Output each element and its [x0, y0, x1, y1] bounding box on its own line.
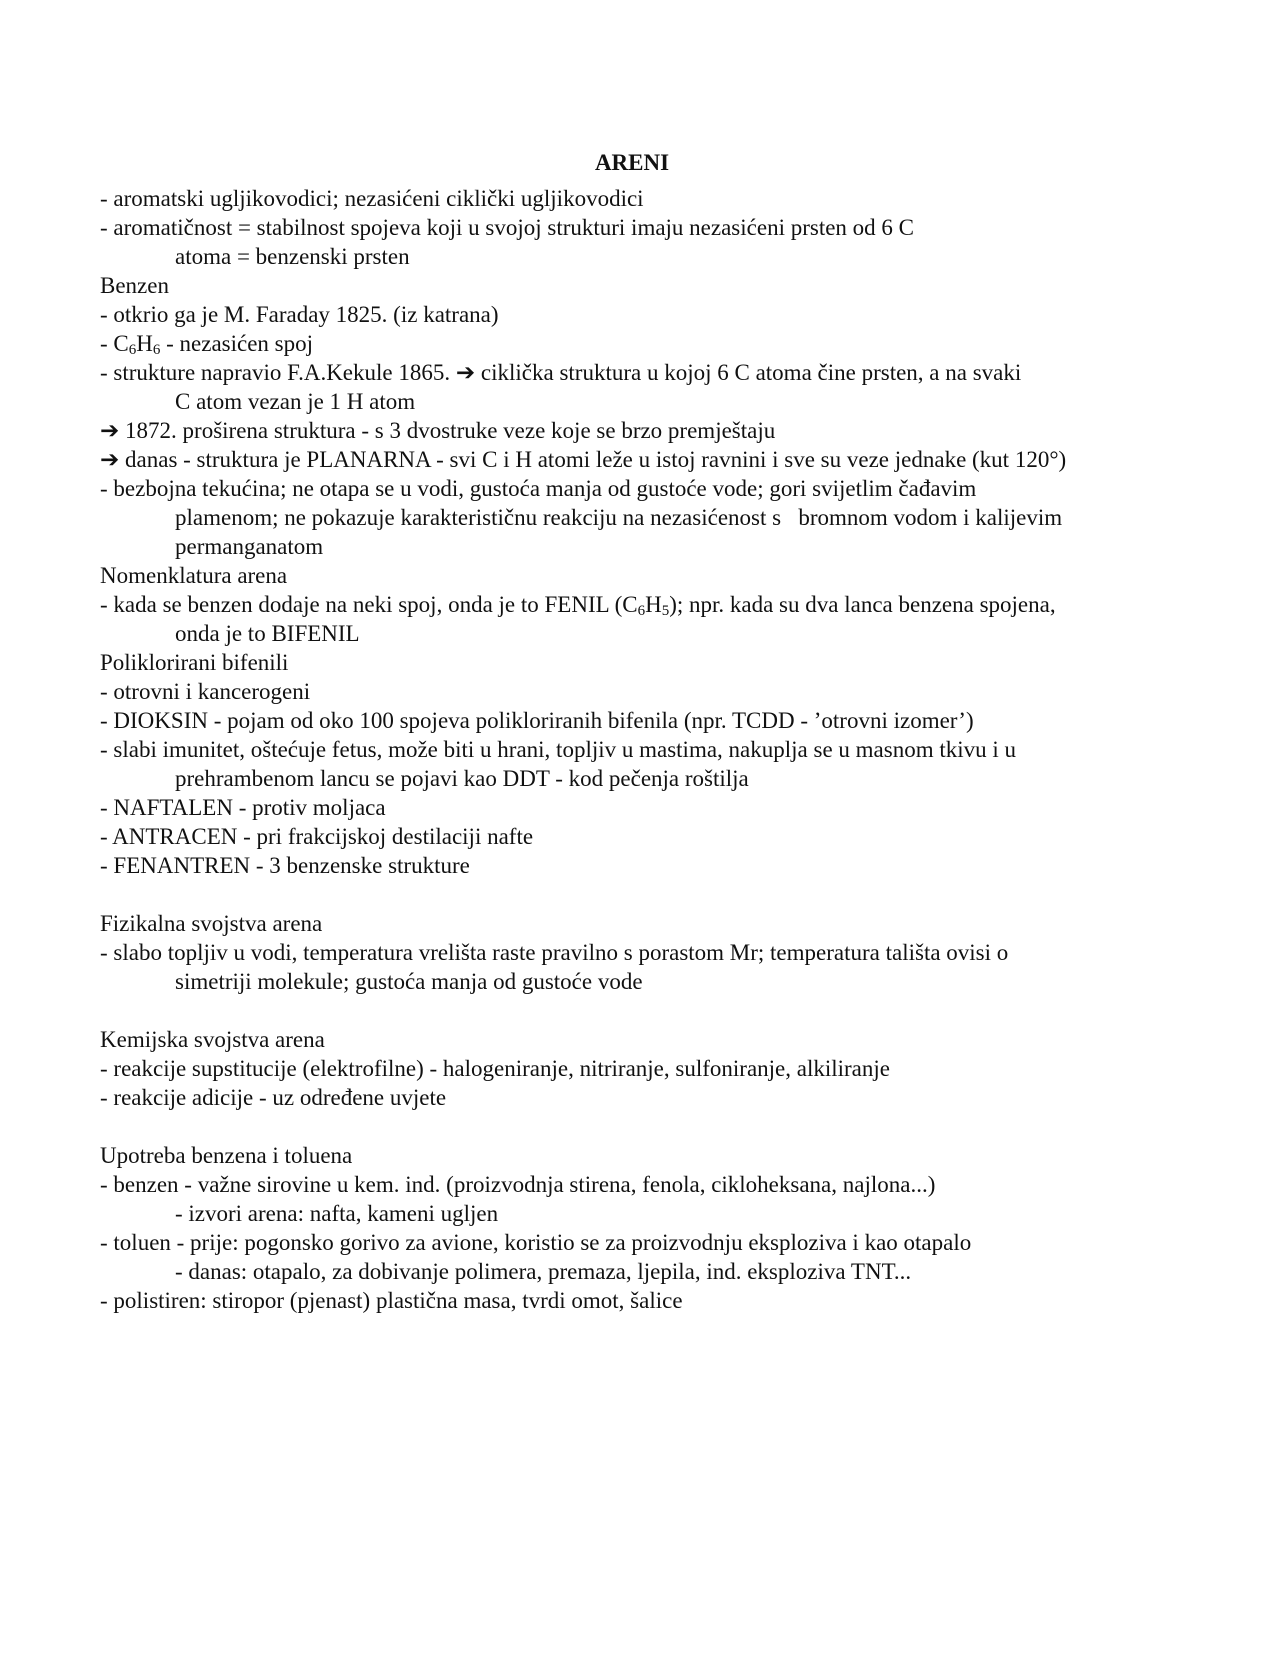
line-text: - aromatski ugljikovodici; nezasićeni ciklički ugljikovodici — [100, 186, 644, 211]
line-text: - strukture napravio F.A.Kekule 1865. — [100, 360, 456, 385]
text-line — [100, 300, 1260, 329]
arrow-right-icon: ➔ — [100, 447, 120, 472]
line-text: Fizikalna svojstva arena — [100, 911, 323, 936]
text-line — [100, 706, 1260, 735]
formula-subscript: 6 — [637, 603, 646, 619]
line-text: prehrambenom lancu se pojavi kao DDT - kod pečenja roštilja — [175, 766, 749, 791]
text-line — [100, 822, 1260, 851]
text-line — [100, 735, 1260, 764]
text-line — [100, 1083, 1260, 1112]
text-line — [100, 590, 1260, 619]
text-line — [100, 445, 1260, 474]
text-line — [100, 387, 1260, 416]
line-text: - C — [100, 331, 129, 356]
line-text: - FENANTREN - 3 benzenske strukture — [100, 853, 470, 878]
arrow-right-icon: ➔ — [100, 418, 120, 443]
formula-subscript: 5 — [661, 603, 670, 619]
arrow-right-icon: ➔ — [455, 360, 476, 385]
text-line — [100, 764, 1260, 793]
formula-subscript: 6 — [128, 342, 137, 358]
line-text: - slabo topljiv u vodi, temperatura vrelišta raste pravilno s porastom Mr; temperatura tališta ovisi o — [100, 940, 1009, 965]
document-page — [100, 148, 1260, 1315]
line-text: 1872. proširena struktura - s 3 dvostruke veze koje se brzo premještaju — [119, 418, 776, 443]
blank-line — [100, 996, 1260, 1025]
line-text: plamenom; ne pokazuje karakterističnu reakciju na nezasićenost s bromnom vodom i kalijevim — [175, 505, 1063, 530]
line-text: - otrovni i kancerogeni — [100, 679, 311, 704]
text-line — [100, 416, 1260, 445]
line-text: - aromatičnost = stabilnost spojeva koji u svojoj strukturi imaju nezasićeni prsten od 6 C — [100, 215, 915, 240]
text-line — [100, 909, 1260, 938]
line-text: Benzen — [100, 273, 169, 298]
line-text: - slabi imunitet, oštećuje fetus, može biti u hrani, topljiv u mastima, nakuplja se u masnom tkivu i u — [100, 737, 1017, 762]
line-text: - toluen - prije: pogonsko gorivo za avione, koristio se za proizvodnju eksploziva i kao otapalo — [100, 1230, 972, 1255]
line-text: permanganatom — [175, 534, 324, 559]
line-text: - DIOKSIN - pojam od oko 100 spojeva polikloriranih bifenila (npr. TCDD - ’otrovni izomer’) — [100, 708, 974, 733]
text-line — [100, 967, 1260, 996]
text-line — [100, 329, 1260, 358]
line-text: ciklička struktura u kojoj 6 C atoma čine prsten, a na svaki — [475, 360, 1022, 385]
text-line — [100, 677, 1260, 706]
line-text: - kada se benzen dodaje na neki spoj, onda je to FENIL (C — [100, 592, 638, 617]
line-text: Nomenklatura arena — [100, 563, 288, 588]
line-text: - nezasićen spoj — [160, 331, 314, 356]
line-text: - danas: otapalo, za dobivanje polimera, premaza, ljepila, ind. eksploziva TNT... — [175, 1259, 912, 1284]
line-text: atoma = benzenski prsten — [175, 244, 410, 269]
formula-element: H — [645, 592, 662, 617]
line-text: - reakcije adicije - uz određene uvjete — [100, 1085, 447, 1110]
text-line — [100, 1199, 1260, 1228]
text-line — [100, 1141, 1260, 1170]
text-line — [100, 532, 1260, 561]
document-title: ARENI — [594, 150, 670, 175]
line-text: danas - struktura je PLANARNA - svi C i H atomi leže u istoj ravnini i sve su veze jednake (kut 120°) — [119, 447, 1067, 472]
line-text: - NAFTALEN - protiv moljaca — [100, 795, 386, 820]
formula-element: H — [136, 331, 153, 356]
line-text: - izvori arena: nafta, kameni ugljen — [175, 1201, 499, 1226]
line-text: Poliklorirani bifenili — [100, 650, 289, 675]
blank-line — [100, 1112, 1260, 1141]
document-body — [100, 184, 1260, 1315]
text-line — [100, 358, 1260, 387]
text-line — [100, 503, 1260, 532]
text-line — [100, 1025, 1260, 1054]
line-text: - polistiren: stiropor (pjenast) plastična masa, tvrdi omot, šalice — [100, 1288, 683, 1313]
text-line — [100, 648, 1260, 677]
line-text: - bezbojna tekućina; ne otapa se u vodi, gustoća manja od gustoće vode; gori svijetlim čađavim — [100, 476, 977, 501]
line-text: - otkrio ga je M. Faraday 1825. (iz katrana) — [100, 302, 499, 327]
text-line — [100, 1228, 1260, 1257]
text-line — [100, 213, 1260, 242]
line-text: Kemijska svojstva arena — [100, 1027, 325, 1052]
line-text: - reakcije supstitucije (elektrofilne) - halogeniranje, nitriranje, sulfoniranje, alkiliranje — [100, 1056, 890, 1081]
line-text: simetriji molekule; gustoća manja od gustoće vode — [175, 969, 643, 994]
text-line — [100, 474, 1260, 503]
text-line — [100, 619, 1260, 648]
text-line — [100, 271, 1260, 300]
line-text: - benzen - važne sirovine u kem. ind. (proizvodnja stirena, fenola, cikloheksana, najlona...) — [100, 1172, 936, 1197]
formula-subscript: 6 — [152, 342, 161, 358]
text-line — [100, 1286, 1260, 1315]
blank-line — [100, 880, 1260, 909]
line-text: Upotreba benzena i toluena — [100, 1143, 353, 1168]
text-line — [100, 1257, 1260, 1286]
text-line — [100, 561, 1260, 590]
line-text: C atom vezan je 1 H atom — [175, 389, 416, 414]
text-line — [100, 184, 1260, 213]
text-line — [100, 242, 1260, 271]
text-line — [100, 938, 1260, 967]
text-line — [100, 1170, 1260, 1199]
text-line — [100, 793, 1260, 822]
line-text: ); npr. kada su dva lanca benzena spojena, — [669, 592, 1056, 617]
line-text: - ANTRACEN - pri frakcijskoj destilaciji nafte — [100, 824, 534, 849]
text-line — [100, 1054, 1260, 1083]
line-text: onda je to BIFENIL — [175, 621, 360, 646]
text-line — [100, 851, 1260, 880]
